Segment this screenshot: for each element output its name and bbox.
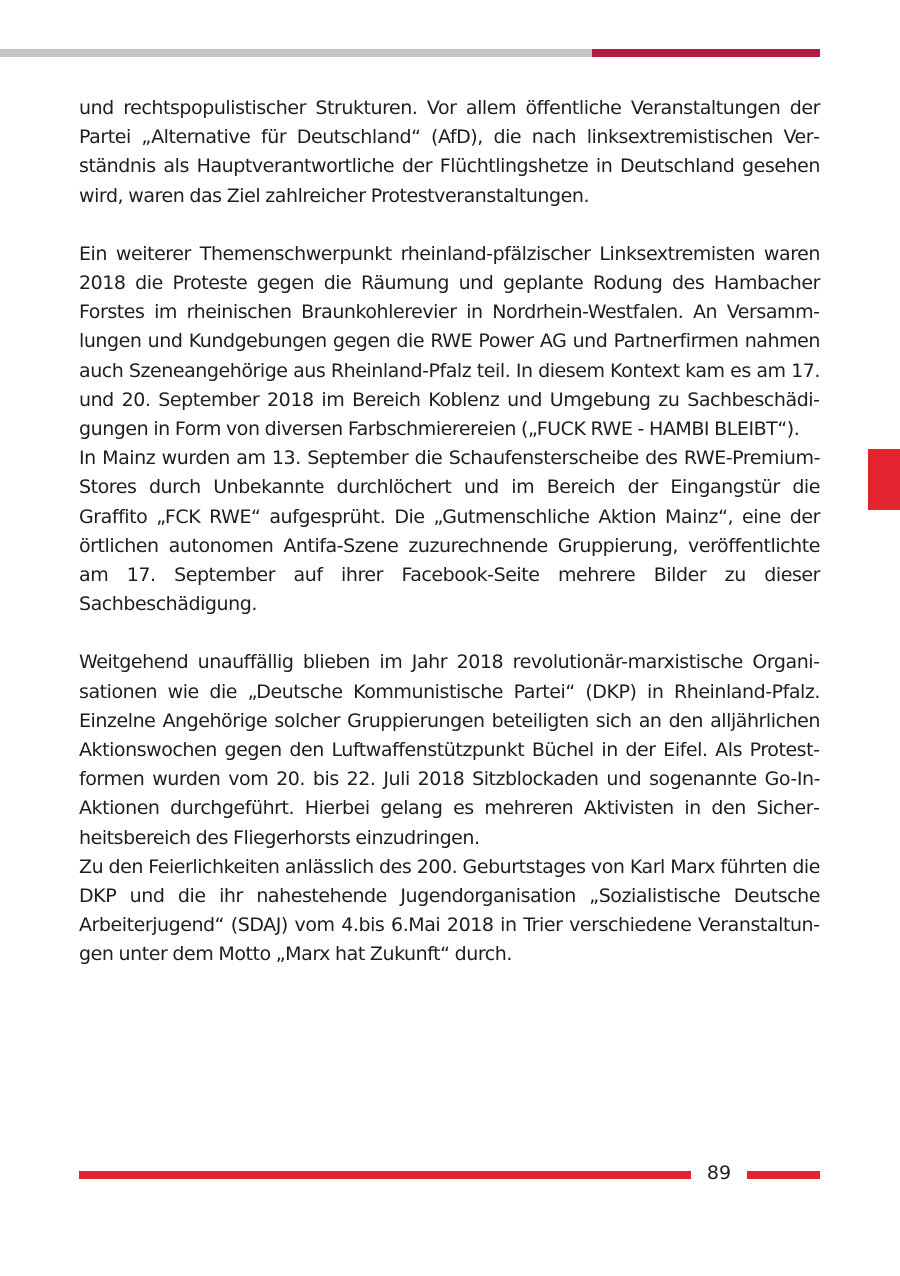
- paragraph-mainz-rwe-store: In Mainz wurden am 13. September die Schaufensterscheibe des RWE-Premium-Stores durch Unbekannte durchlöchert und im Bereich der Eingangstür die Graffito „FCK RWE“ aufgesprüht. Die „Gutmenschliche Aktion Mainz“, eine der örtlichen autonomen Antifa-Szene zuzurechnende Gruppierung, veröffentlichte am 17. September auf ihrer Facebook-Seite mehrere Bilder zu dieser Sachbeschädigung.: [79, 447, 820, 616]
- chapter-thumb-marker: [868, 449, 900, 510]
- paragraph-afd-protests: und rechtspopulistischer Strukturen. Vor allem öffentliche Veranstaltungen der Partei „Alternative für Deutschland“ (AfD), die nach linksextremistischen Verständnis als Hauptverantwortliche der Flüchtlingshetze in Deutschland gesehen wird, waren das Ziel zahlreicher Protestveranstaltungen.: [79, 97, 820, 207]
- footer-rule-left: [79, 1171, 691, 1179]
- footer-rule-right: [747, 1171, 820, 1179]
- page-number: 89: [706, 1162, 732, 1184]
- paragraph-karl-marx-anniversary: Zu den Feierlichkeiten anlässlich des 200. Geburtstages von Karl Marx führten die DKP und die ihr nahestehende Jugendorganisation „Sozialistische Deutsche Arbeiterjugend“ (SDAJ) vom 4.bis 6.Mai 2018 in Trier verschiedene Veranstaltungen unter dem Motto „Marx hat Zukunft“ durch.: [79, 855, 820, 966]
- body-text: [79, 94, 820, 970]
- paragraph-hambacher-forst: Ein weiterer Themenschwerpunkt rheinland-pfälzischer Linksextremisten waren 2018 die Proteste gegen die Räumung und geplante Rodung des Hambacher Forstes im rheinischen Braunkohlerevier in Nordrhein-Westfalen. An Versammlungen und Kundgebungen gegen die RWE Power AG und Partnerfirmen nahmen auch Szeneangehörige aus Rheinland-Pfalz teil. In diesem Kontext kam es am 17. und 20. September 2018 im Bereich Koblenz und Umgebung zu Sachbeschädigungen in Form von diversen Farbschmierereien („FUCK RWE - HAMBI BLEIBT“).: [79, 242, 820, 441]
- paragraph-dkp-buechel: Weitgehend unauffällig blieben im Jahr 2018 revolutionär-marxistische Organisationen wie die „Deutsche Kommunistische Partei“ (DKP) in Rheinland-Pfalz. Einzelne Angehörige solcher Gruppierungen beteiligten sich an den alljährlichen Aktionswochen gegen den Luftwaffenstützpunkt Büchel in der Eifel. Als Protestformen wurden vom 20. bis 22. Juli 2018 Sitzblockaden und sogenannte Go-In-Aktionen durchgeführt. Hierbei gelang es mehreren Aktivisten in den Sicherheitsbereich des Fliegerhorsts einzudringen.: [79, 651, 820, 849]
- header-rule-red: [592, 49, 820, 57]
- header-rule-grey: [0, 49, 592, 57]
